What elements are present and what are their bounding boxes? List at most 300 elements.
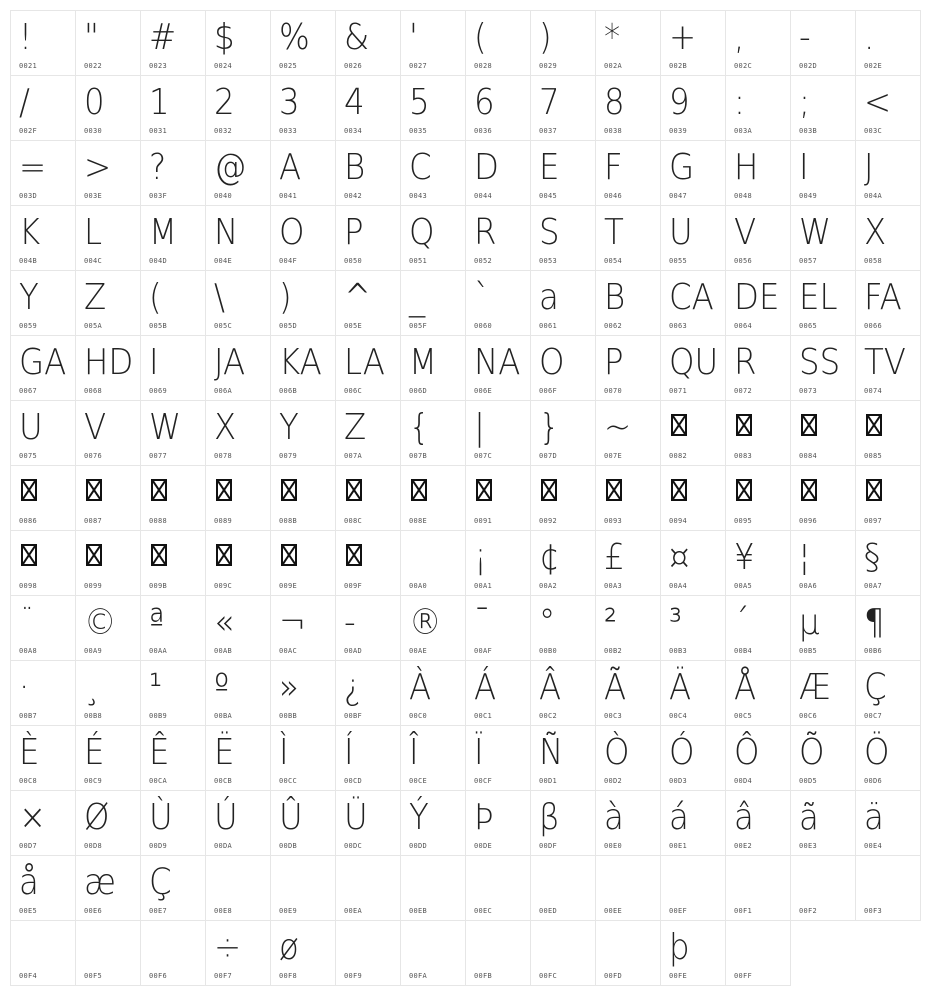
- glyph-code: 006C: [344, 387, 363, 395]
- glyph-cell: [10, 140, 76, 206]
- glyph-code: 0048: [734, 192, 753, 200]
- glyph-char: ,: [734, 17, 745, 58]
- glyph-code: 00A5: [734, 582, 753, 590]
- glyph-char: 0: [84, 82, 105, 123]
- missing-glyph-icon: [281, 544, 297, 566]
- glyph-code: 0099: [84, 582, 103, 590]
- glyph-code: 00F8: [279, 972, 298, 980]
- glyph-cell: [75, 465, 141, 531]
- glyph-char: EL: [799, 277, 838, 318]
- glyph-cell: [335, 790, 401, 856]
- glyph-code: 00ED: [539, 907, 558, 915]
- glyph-code: 00EC: [474, 907, 493, 915]
- glyph-char: R: [734, 342, 757, 383]
- glyph-cell: [335, 855, 401, 921]
- glyph-code: 0095: [734, 517, 753, 525]
- glyph-cell: [660, 335, 726, 401]
- glyph-code: 0087: [84, 517, 103, 525]
- glyph-char: þ: [669, 927, 690, 968]
- glyph-cell: [530, 920, 596, 986]
- glyph-code: 00EE: [604, 907, 623, 915]
- glyph-cell: [465, 790, 531, 856]
- glyph-char: »: [279, 667, 299, 708]
- glyph-code: 0047: [669, 192, 688, 200]
- glyph-code: 00B0: [539, 647, 558, 655]
- missing-glyph-icon: [346, 479, 362, 501]
- glyph-cell: [75, 660, 141, 726]
- glyph-char: /: [19, 82, 30, 123]
- glyph-code: 0053: [539, 257, 558, 265]
- glyph-cell: [530, 205, 596, 271]
- glyph-code: 0077: [149, 452, 168, 460]
- glyph-char: 2: [214, 82, 235, 123]
- glyph-cell: [205, 465, 271, 531]
- glyph-cell: [205, 855, 271, 921]
- glyph-code: 009E: [279, 582, 298, 590]
- glyph-cell: [725, 725, 791, 791]
- glyph-code: 00E0: [604, 842, 623, 850]
- glyph-cell: [465, 660, 531, 726]
- glyph-cell: [855, 725, 921, 791]
- glyph-code: 00F5: [84, 972, 103, 980]
- glyph-char: Q: [409, 212, 435, 253]
- glyph-char: Õ: [799, 732, 825, 773]
- glyph-code: 00A6: [799, 582, 818, 590]
- glyph-code: 003F: [149, 192, 168, 200]
- glyph-cell: [530, 270, 596, 336]
- glyph-char: Ú: [214, 797, 238, 838]
- glyph-char: ª: [149, 602, 165, 643]
- glyph-char: Ã: [604, 667, 627, 708]
- glyph-cell: [465, 595, 531, 661]
- glyph-char: À: [409, 667, 432, 708]
- glyph-cell: [855, 660, 921, 726]
- glyph-cell: [595, 855, 661, 921]
- glyph-cell: [725, 660, 791, 726]
- glyph-char: T: [604, 212, 624, 253]
- glyph-cell: [335, 75, 401, 141]
- glyph-code: 00F9: [344, 972, 363, 980]
- glyph-char: á: [669, 797, 689, 838]
- glyph-cell: [270, 270, 336, 336]
- glyph-cell: [140, 725, 206, 791]
- glyph-code: 00AD: [344, 647, 363, 655]
- glyph-code: 00AB: [214, 647, 233, 655]
- glyph-code: 00E6: [84, 907, 103, 915]
- glyph-cell: [725, 335, 791, 401]
- glyph-cell: [75, 920, 141, 986]
- glyph-code: 00CB: [214, 777, 233, 785]
- glyph-code: 0051: [409, 257, 428, 265]
- glyph-char: 9: [669, 82, 690, 123]
- glyph-char: >: [84, 147, 112, 188]
- glyph-char: ´: [734, 602, 750, 643]
- glyph-code: 00D4: [734, 777, 753, 785]
- glyph-code: 00B8: [84, 712, 103, 720]
- glyph-cell: [140, 855, 206, 921]
- glyph-char: GA: [19, 342, 67, 383]
- glyph-char: ©: [84, 602, 117, 643]
- glyph-code: 00FB: [474, 972, 493, 980]
- glyph-char: B: [604, 277, 626, 318]
- glyph-char: I: [799, 147, 809, 188]
- glyph-code: 00E2: [734, 842, 753, 850]
- glyph-code: 0072: [734, 387, 753, 395]
- glyph-code: 00C0: [409, 712, 428, 720]
- glyph-cell: [205, 530, 271, 596]
- glyph-code: 0032: [214, 127, 233, 135]
- glyph-cell: [400, 140, 466, 206]
- glyph-code: 006F: [539, 387, 558, 395]
- glyph-cell: [205, 205, 271, 271]
- glyph-char: U: [669, 212, 693, 253]
- glyph-char: ø: [279, 927, 299, 968]
- glyph-code: 00E8: [214, 907, 233, 915]
- glyph-code: 00DD: [409, 842, 428, 850]
- glyph-char: È: [19, 732, 40, 773]
- glyph-code: 007D: [539, 452, 558, 460]
- missing-glyph-icon: [346, 544, 362, 566]
- glyph-char: X: [864, 212, 887, 253]
- glyph-char: Ä: [669, 667, 692, 708]
- glyph-char: Ö: [864, 732, 890, 773]
- glyph-code: 009B: [149, 582, 168, 590]
- glyph-code: 0065: [799, 322, 818, 330]
- glyph-char: !: [19, 17, 32, 58]
- glyph-code: 00E9: [279, 907, 298, 915]
- glyph-code: 009C: [214, 582, 233, 590]
- glyph-cell: [205, 140, 271, 206]
- glyph-code: 002B: [669, 62, 688, 70]
- glyph-char: §: [864, 537, 881, 578]
- glyph-char: FA: [864, 277, 902, 318]
- glyph-char: O: [279, 212, 305, 253]
- glyph-cell: [10, 400, 76, 466]
- glyph-code: 0027: [409, 62, 428, 70]
- glyph-cell: [465, 270, 531, 336]
- glyph-char: ¹: [149, 667, 162, 708]
- glyph-cell: [855, 400, 921, 466]
- glyph-code: 00D3: [669, 777, 688, 785]
- glyph-code: 0037: [539, 127, 558, 135]
- glyph-code: 0069: [149, 387, 168, 395]
- glyph-code: 0062: [604, 322, 623, 330]
- glyph-char: Ý: [409, 797, 429, 838]
- glyph-char: E: [539, 147, 560, 188]
- glyph-grid: [10, 10, 920, 985]
- glyph-code: 00FD: [604, 972, 623, 980]
- glyph-char: U: [19, 407, 43, 448]
- glyph-code: 00D6: [864, 777, 883, 785]
- glyph-char: C: [409, 147, 432, 188]
- glyph-code: 0042: [344, 192, 363, 200]
- glyph-char: %: [279, 17, 310, 58]
- glyph-cell: [465, 530, 531, 596]
- glyph-cell: [595, 465, 661, 531]
- glyph-char: W: [149, 407, 182, 448]
- glyph-code: 0055: [669, 257, 688, 265]
- glyph-cell: [10, 75, 76, 141]
- glyph-code: 0056: [734, 257, 753, 265]
- glyph-cell: [790, 270, 856, 336]
- glyph-code: 00C6: [799, 712, 818, 720]
- glyph-code: 00CF: [474, 777, 493, 785]
- glyph-cell: [140, 920, 206, 986]
- glyph-code: 00BB: [279, 712, 298, 720]
- glyph-code: 00E5: [19, 907, 38, 915]
- glyph-code: 0033: [279, 127, 298, 135]
- glyph-char: O: [539, 342, 565, 383]
- glyph-char: KA: [279, 342, 322, 383]
- glyph-cell: [270, 10, 336, 76]
- glyph-code: 00C9: [84, 777, 103, 785]
- glyph-char: R: [474, 212, 497, 253]
- glyph-cell: [465, 855, 531, 921]
- glyph-cell: [595, 530, 661, 596]
- glyph-code: 005C: [214, 322, 233, 330]
- glyph-code: 003A: [734, 127, 753, 135]
- glyph-code: 00C2: [539, 712, 558, 720]
- glyph-code: 0038: [604, 127, 623, 135]
- glyph-char: ¯: [474, 602, 491, 643]
- glyph-code: 00AF: [474, 647, 493, 655]
- glyph-cell: [790, 140, 856, 206]
- glyph-cell: [10, 920, 76, 986]
- glyph-char: CA: [669, 277, 714, 318]
- glyph-cell: [400, 75, 466, 141]
- glyph-char: Ç: [149, 862, 172, 903]
- glyph-cell: [270, 595, 336, 661]
- glyph-char: ~: [604, 407, 632, 448]
- glyph-char: P: [604, 342, 624, 383]
- glyph-cell: [855, 140, 921, 206]
- glyph-cell: [790, 335, 856, 401]
- glyph-cell: [660, 530, 726, 596]
- glyph-code: 00B7: [19, 712, 38, 720]
- glyph-char: H: [734, 147, 759, 188]
- glyph-code: 0067: [19, 387, 38, 395]
- glyph-char: 1: [149, 82, 170, 123]
- glyph-char: β: [539, 797, 560, 838]
- glyph-char: _: [409, 277, 426, 318]
- glyph-code: 00C7: [864, 712, 883, 720]
- glyph-char: Ñ: [539, 732, 564, 773]
- glyph-char: ä: [864, 797, 884, 838]
- missing-glyph-icon: [151, 479, 167, 501]
- glyph-code: 00F6: [149, 972, 168, 980]
- glyph-char: ¶: [864, 602, 885, 643]
- glyph-char: ": [84, 17, 99, 58]
- glyph-cell: [270, 400, 336, 466]
- glyph-cell: [140, 660, 206, 726]
- glyph-char: Y: [19, 277, 39, 318]
- glyph-code: 0061: [539, 322, 558, 330]
- glyph-char: Å: [734, 667, 757, 708]
- glyph-code: 007C: [474, 452, 493, 460]
- glyph-code: 003E: [84, 192, 103, 200]
- glyph-cell: [10, 790, 76, 856]
- glyph-cell: [660, 660, 726, 726]
- glyph-char: ¡: [474, 537, 487, 578]
- glyph-char: =: [19, 147, 47, 188]
- glyph-cell: [140, 75, 206, 141]
- glyph-code: 006B: [279, 387, 298, 395]
- glyph-char: Ü: [344, 797, 368, 838]
- glyph-cell: [595, 140, 661, 206]
- glyph-char: LA: [344, 342, 385, 383]
- missing-glyph-icon: [151, 544, 167, 566]
- glyph-code: 0039: [669, 127, 688, 135]
- glyph-code: 00DF: [539, 842, 558, 850]
- glyph-cell: [335, 660, 401, 726]
- glyph-code: 004C: [84, 257, 103, 265]
- glyph-cell: [10, 335, 76, 401]
- glyph-cell: [75, 140, 141, 206]
- glyph-cell: [855, 335, 921, 401]
- glyph-cell: [725, 465, 791, 531]
- missing-glyph-icon: [801, 479, 817, 501]
- glyph-char: X: [214, 407, 237, 448]
- glyph-code: 0066: [864, 322, 883, 330]
- glyph-code: 004B: [19, 257, 38, 265]
- glyph-char: @: [214, 147, 247, 188]
- missing-glyph-icon: [216, 544, 232, 566]
- glyph-code: 00B2: [604, 647, 623, 655]
- glyph-cell: [75, 270, 141, 336]
- glyph-cell: [660, 790, 726, 856]
- glyph-cell: [205, 335, 271, 401]
- glyph-code: 00E1: [669, 842, 688, 850]
- glyph-cell: [790, 400, 856, 466]
- glyph-code: 002A: [604, 62, 623, 70]
- glyph-cell: [595, 920, 661, 986]
- glyph-cell: [205, 10, 271, 76]
- glyph-cell: [270, 465, 336, 531]
- glyph-code: 00C5: [734, 712, 753, 720]
- missing-glyph-icon: [411, 479, 427, 501]
- glyph-code: 0046: [604, 192, 623, 200]
- glyph-code: 009F: [344, 582, 363, 590]
- glyph-cell: [790, 790, 856, 856]
- glyph-char: TV: [864, 342, 906, 383]
- glyph-cell: [10, 205, 76, 271]
- glyph-cell: [725, 270, 791, 336]
- glyph-code: 0035: [409, 127, 428, 135]
- glyph-cell: [270, 335, 336, 401]
- glyph-char: -: [799, 17, 811, 58]
- glyph-code: 002D: [799, 62, 818, 70]
- glyph-code: 0096: [799, 517, 818, 525]
- glyph-char: Ù: [149, 797, 173, 838]
- glyph-cell: [790, 205, 856, 271]
- glyph-cell: [335, 465, 401, 531]
- glyph-char: ': [409, 17, 418, 58]
- glyph-cell: [855, 10, 921, 76]
- glyph-code: 0098: [19, 582, 38, 590]
- glyph-char: ¨: [19, 602, 36, 643]
- glyph-cell: [140, 595, 206, 661]
- glyph-code: 0082: [669, 452, 688, 460]
- glyph-char: L: [84, 212, 103, 253]
- glyph-cell: [725, 595, 791, 661]
- glyph-char: £: [604, 537, 625, 578]
- glyph-code: 0050: [344, 257, 363, 265]
- glyph-cell: [400, 10, 466, 76]
- glyph-char: Ê: [149, 732, 170, 773]
- missing-glyph-icon: [736, 414, 752, 436]
- glyph-code: 00A4: [669, 582, 688, 590]
- glyph-char: V: [734, 212, 757, 253]
- glyph-code: 0026: [344, 62, 363, 70]
- glyph-code: 008E: [409, 517, 428, 525]
- glyph-cell: [10, 465, 76, 531]
- glyph-cell: [595, 10, 661, 76]
- glyph-code: 0078: [214, 452, 233, 460]
- glyph-code: 0025: [279, 62, 298, 70]
- glyph-cell: [205, 75, 271, 141]
- glyph-cell: [790, 660, 856, 726]
- glyph-code: 00D2: [604, 777, 623, 785]
- glyph-char: F: [604, 147, 623, 188]
- glyph-char: Y: [279, 407, 299, 448]
- glyph-cell: [855, 205, 921, 271]
- glyph-cell: [855, 530, 921, 596]
- glyph-cell: [530, 790, 596, 856]
- glyph-cell: [140, 270, 206, 336]
- glyph-cell: [855, 465, 921, 531]
- glyph-char: ;: [799, 82, 810, 123]
- glyph-code: 002F: [19, 127, 38, 135]
- glyph-cell: [75, 75, 141, 141]
- glyph-cell: [205, 660, 271, 726]
- glyph-code: 0092: [539, 517, 558, 525]
- glyph-code: 0028: [474, 62, 493, 70]
- glyph-cell: [725, 855, 791, 921]
- glyph-char: DE: [734, 277, 780, 318]
- glyph-char: I: [149, 342, 159, 383]
- glyph-char: É: [84, 732, 105, 773]
- glyph-char: .: [864, 17, 875, 58]
- glyph-char: N: [214, 212, 239, 253]
- glyph-char: ³: [669, 602, 682, 643]
- glyph-cell: [10, 660, 76, 726]
- missing-glyph-icon: [21, 479, 37, 501]
- glyph-code: 005D: [279, 322, 298, 330]
- glyph-code: 00A2: [539, 582, 558, 590]
- glyph-char: ×: [19, 797, 47, 838]
- glyph-code: 0040: [214, 192, 233, 200]
- glyph-cell: [465, 465, 531, 531]
- glyph-cell: [140, 10, 206, 76]
- glyph-code: 00E4: [864, 842, 883, 850]
- glyph-code: 003B: [799, 127, 818, 135]
- glyph-cell: [725, 400, 791, 466]
- glyph-cell: [75, 205, 141, 271]
- glyph-code: 00F1: [734, 907, 753, 915]
- glyph-cell: [530, 400, 596, 466]
- glyph-cell: [465, 10, 531, 76]
- glyph-char: 4: [344, 82, 365, 123]
- glyph-cell: [400, 660, 466, 726]
- glyph-char: «: [214, 602, 234, 643]
- glyph-char: Î: [409, 732, 419, 773]
- glyph-cell: [400, 725, 466, 791]
- glyph-cell: [140, 400, 206, 466]
- glyph-code: 0097: [864, 517, 883, 525]
- glyph-code: 0059: [19, 322, 38, 330]
- glyph-char: Ì: [279, 732, 289, 773]
- glyph-cell: [10, 595, 76, 661]
